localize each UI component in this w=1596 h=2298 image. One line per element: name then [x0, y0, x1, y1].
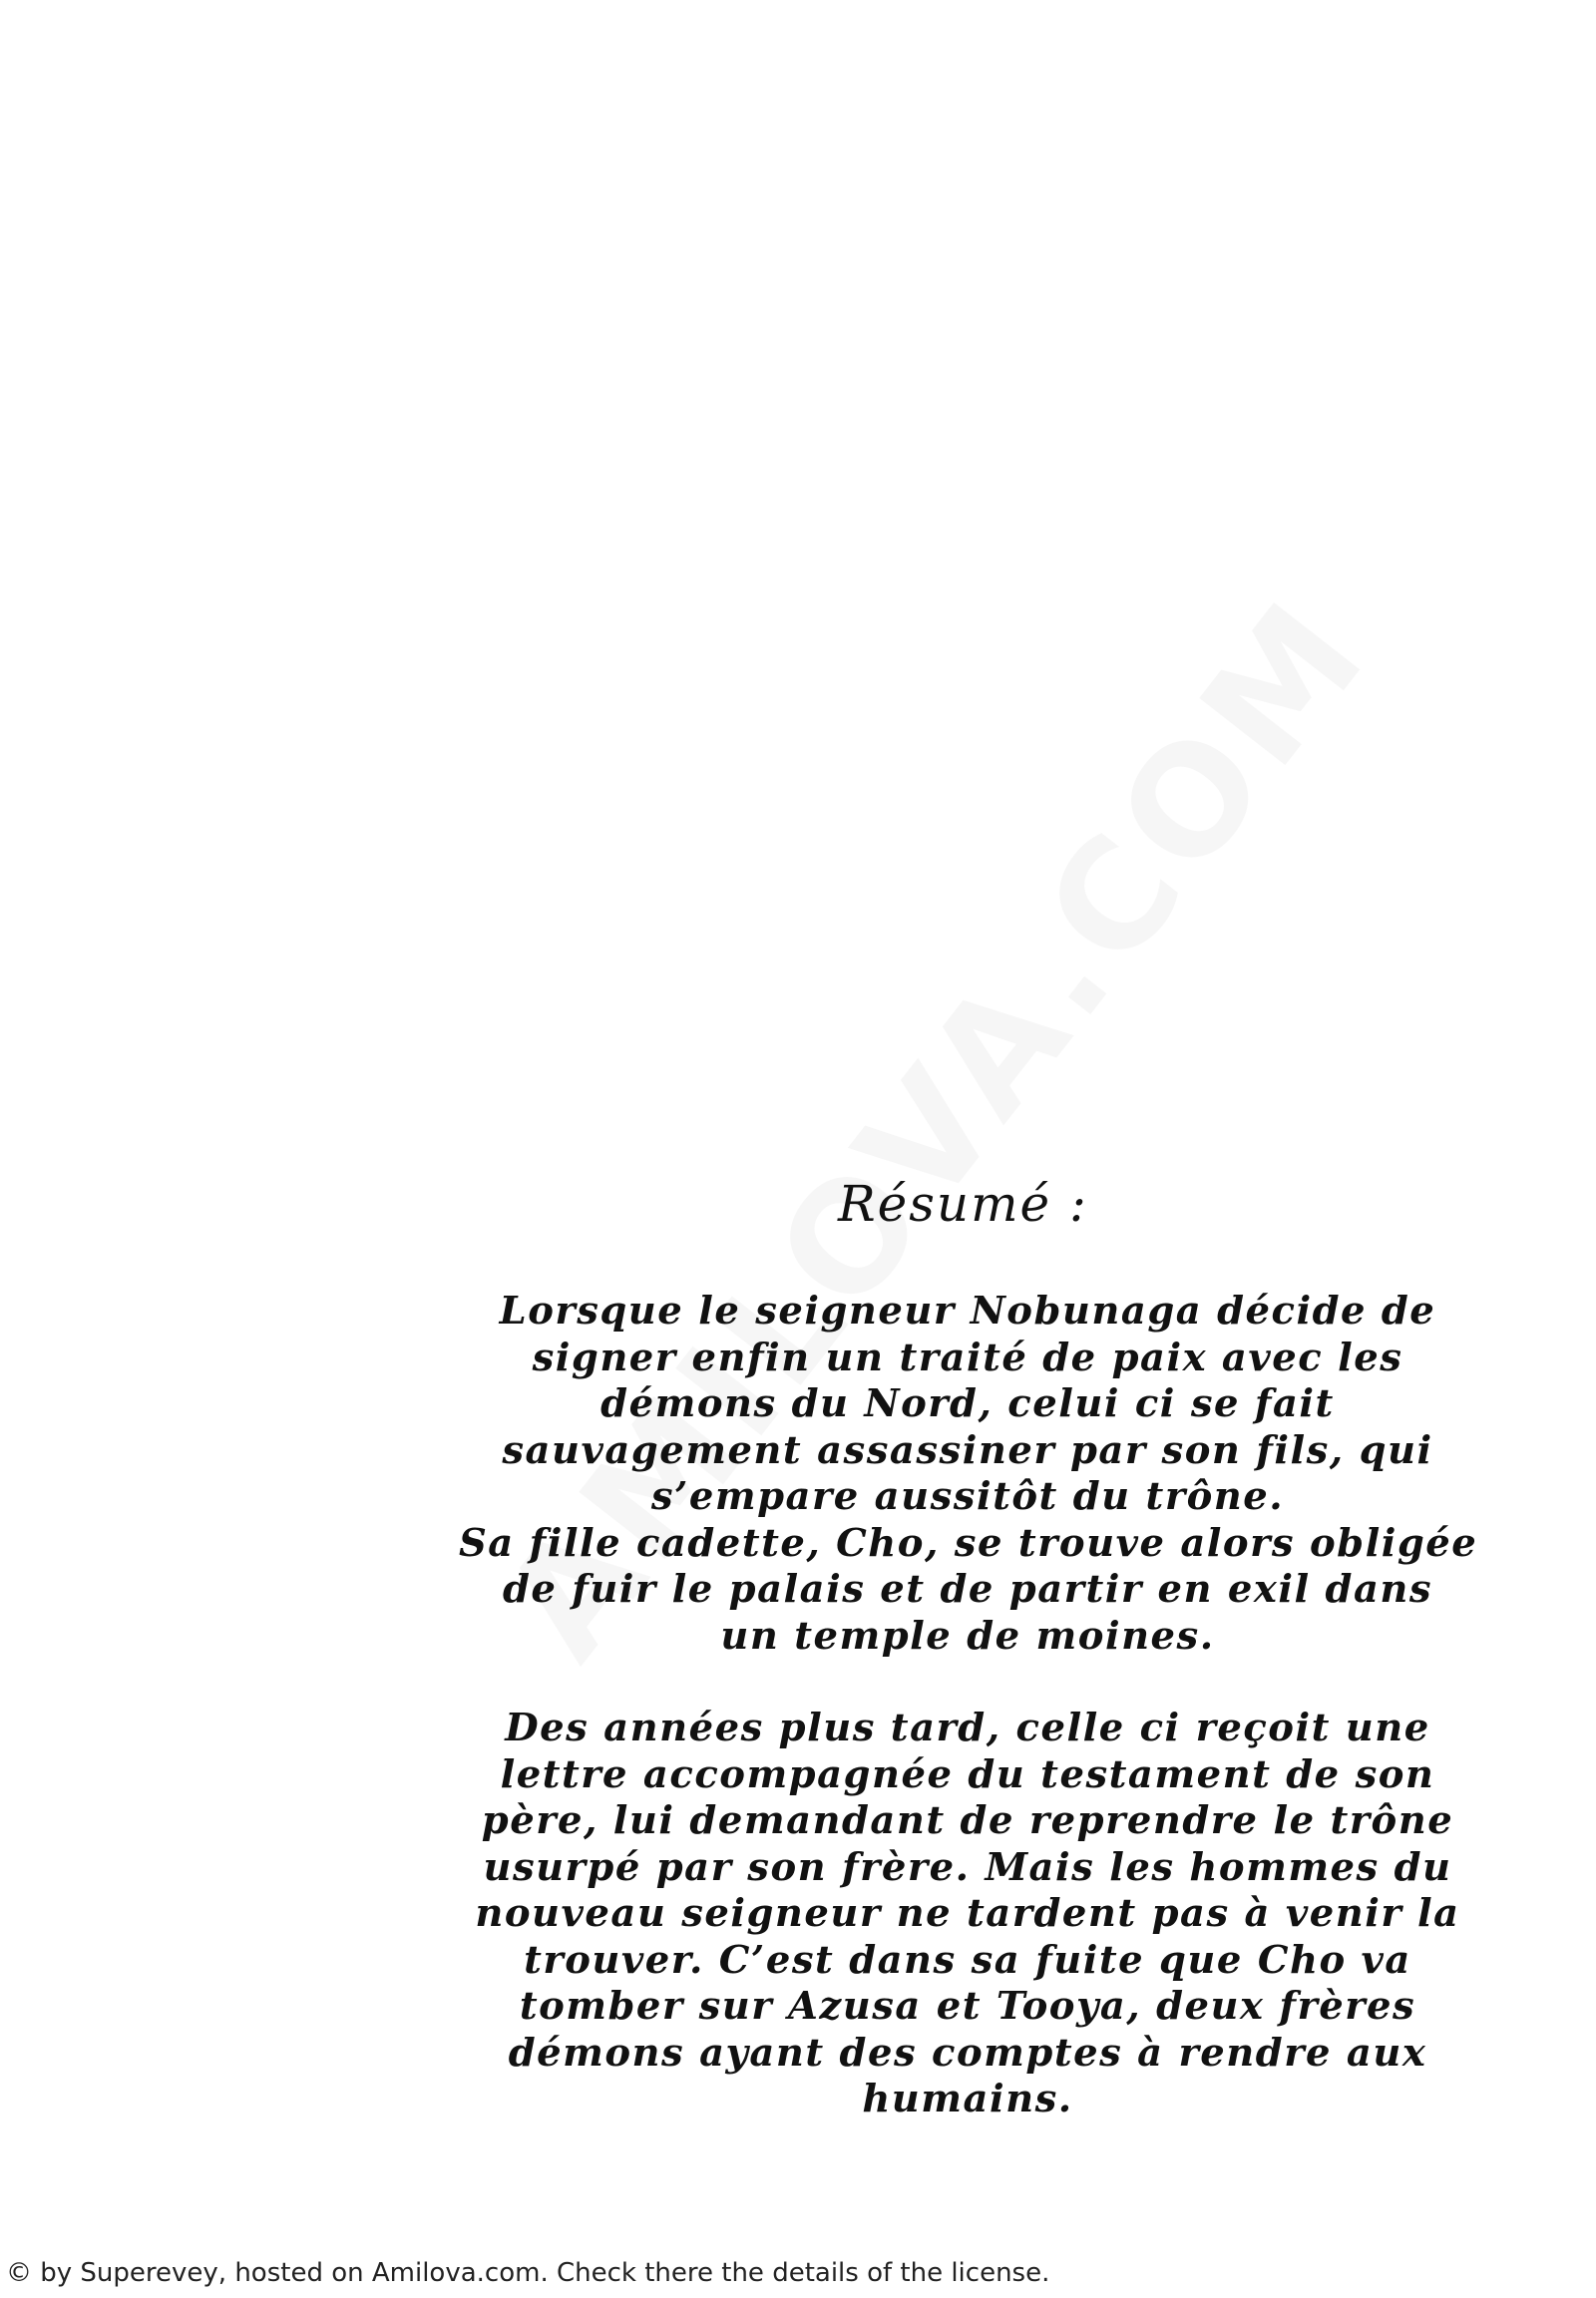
text-line: un temple de moines.: [720, 1613, 1215, 1659]
text-line: père, lui demandant de reprendre le trône: [481, 1798, 1454, 1843]
text-line: usurpé par son frère. Mais les hommes du: [483, 1844, 1452, 1890]
text-line: trouver. C’est dans sa fuite que Cho va: [524, 1937, 1411, 1983]
text-line: Lorsque le seigneur Nobunaga décide de: [499, 1289, 1436, 1334]
page-title: Résumé :: [838, 1175, 1088, 1233]
text-line: démons ayant des comptes à rendre aux: [508, 2030, 1427, 2076]
text-line: démons du Nord, celui ci se fait: [600, 1381, 1335, 1426]
text-line: signer enfin un traité de paix avec les: [532, 1335, 1403, 1380]
text-line: tomber sur Azusa et Tooya, deux frères: [519, 1984, 1416, 2029]
text-line: humains.: [862, 2077, 1073, 2121]
summary-paragraph-1: [459, 1289, 1476, 1660]
text-line: Des années plus tard, celle ci reçoit une: [505, 1706, 1430, 1750]
text-line: Sa fille cadette, Cho, se trouve alors obligée: [459, 1520, 1478, 1566]
text-line: lettre accompagnée du testament de son: [500, 1751, 1435, 1797]
text-line: sauvagement assassiner par son fils, qui: [502, 1427, 1433, 1473]
text-line: s’empare aussitôt du trône.: [650, 1474, 1285, 1519]
license-footer: © by Superevey, hosted on Amilova.com. Check there the details of the license.: [6, 2258, 1050, 2288]
text-line: de fuir le palais et de partir en exil dans: [502, 1567, 1433, 1612]
summary-paragraph-2: [459, 1706, 1476, 2123]
text-line: nouveau seigneur ne tardent pas à venir la: [475, 1891, 1460, 1936]
